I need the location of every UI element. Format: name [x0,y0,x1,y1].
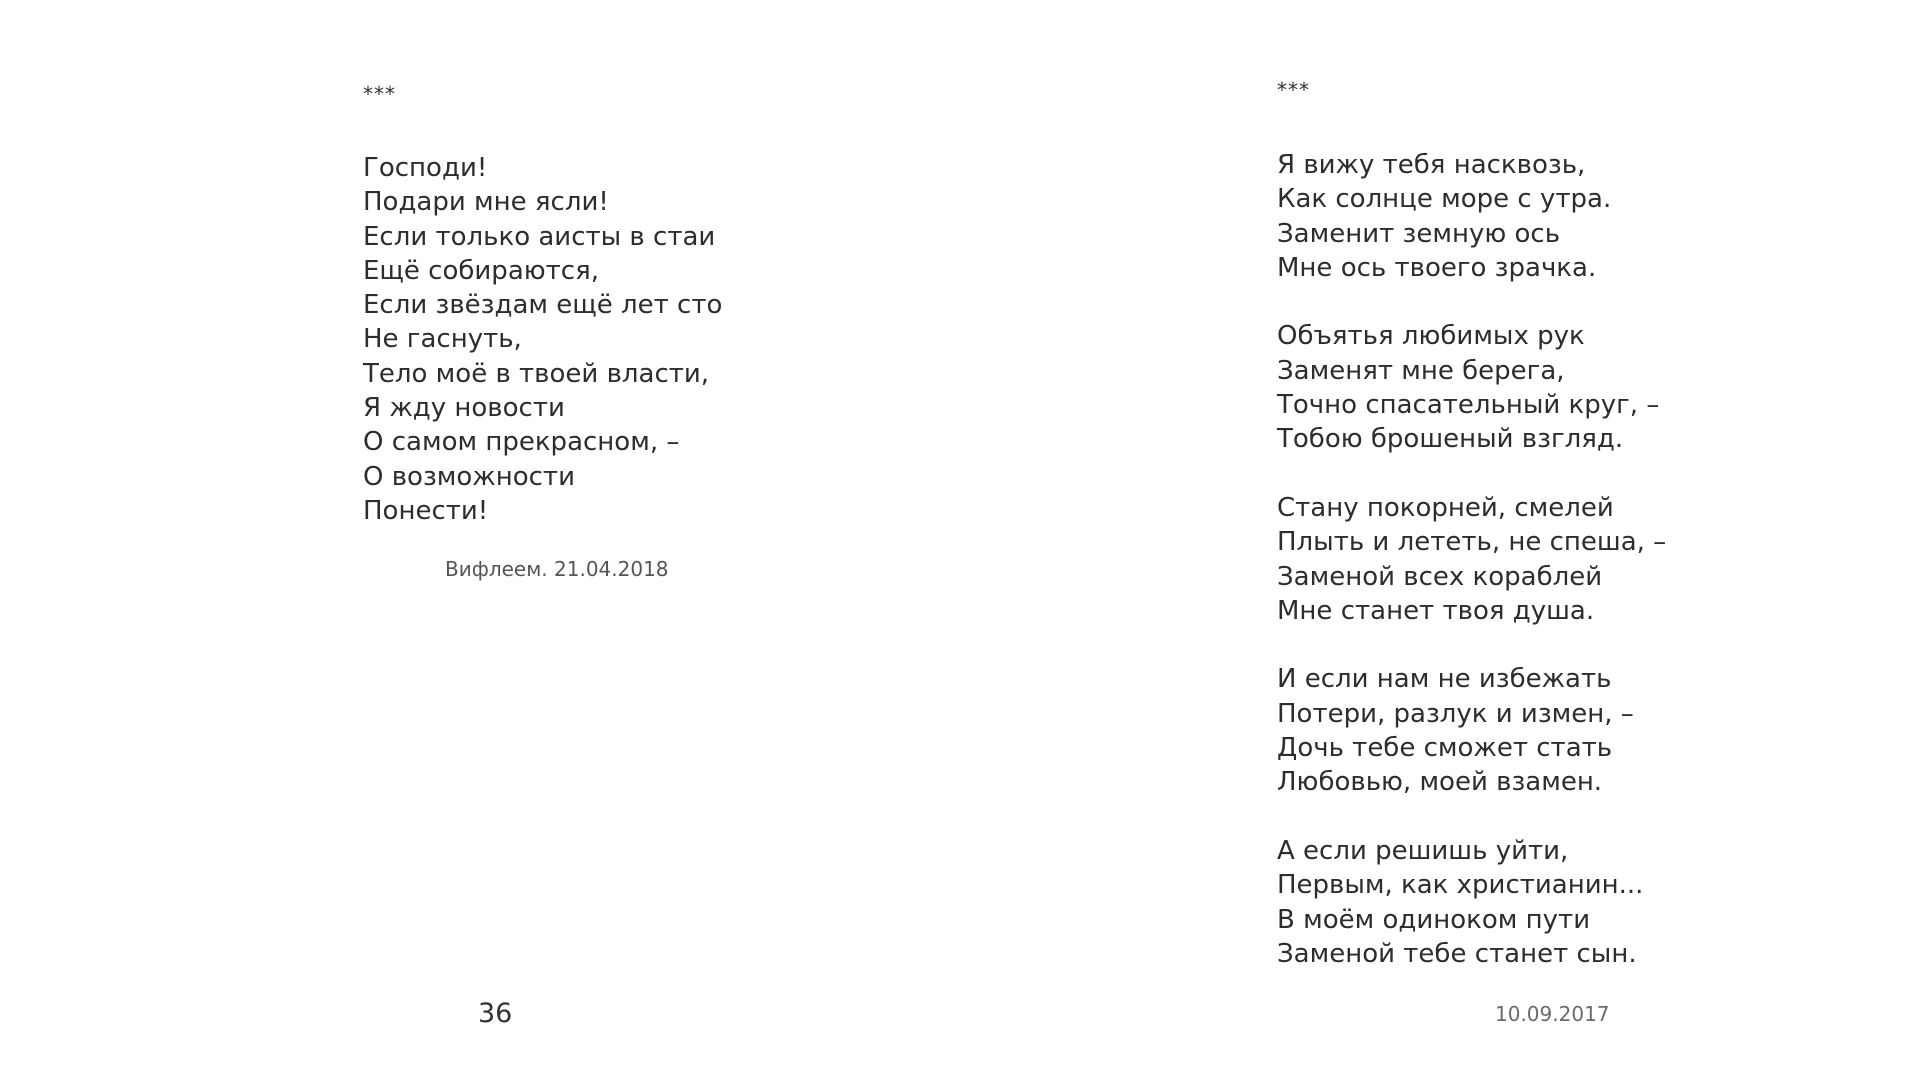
stanza [1277,834,1666,971]
poem-separator-left: *** [363,82,396,106]
poem-right [1277,148,1666,971]
poem-line: Заменит земную ось [1277,218,1561,249]
right-page [955,0,1910,1080]
stanza [1277,319,1666,456]
poem-line: Точно спасательный круг, – [1277,390,1660,421]
poem-line: Плыть и лететь, не спеша, – [1277,527,1667,558]
poem-line: В моём одиноком пути [1277,904,1591,935]
poem-line: Любовью, моей взамен. [1277,767,1603,798]
poem-line: Господи! [363,153,488,183]
poem-line: Не гаснуть, [363,324,522,355]
poem-line: О самом прекрасном, – [363,427,680,458]
poem-line: Заменой всех кораблей [1277,561,1603,592]
poem-line: Стану покорней, смелей [1277,492,1614,523]
poem-line: Первым, как христианин... [1277,870,1644,901]
poem-line: Мне ось твоего зрачка. [1277,252,1597,283]
poem-separator-right: *** [1277,78,1310,102]
poem-date-right: 10.09.2017 [1495,1002,1610,1026]
poem-line: Я вижу тебя насквозь, [1277,150,1586,180]
poem-signature-left: Вифлеем. 21.04.2018 [445,557,669,581]
page-number: 36 [478,998,513,1029]
poem-line: Объятья любимых рук [1277,321,1585,352]
stanza [1277,491,1666,628]
poem-line: Если только аисты в стаи [363,221,716,252]
stanza [1277,148,1666,285]
poem-line: Мне станет твоя душа. [1277,595,1595,626]
poem-line: Я жду новости [363,393,565,424]
poem-line: Как солнце море с утра. [1277,184,1612,215]
poem-line: Понести! [363,495,489,526]
poem-line: О возможности [363,461,575,492]
poem-line: Дочь тебе сможет стать [1277,733,1613,764]
poem-line: А если решишь уйти, [1277,835,1569,866]
poem-left [363,151,722,528]
poem-line: Ещё собираются, [363,255,599,286]
poem-line: Заменят мне берега, [1277,355,1565,386]
poem-line: Тело моё в твоей власти, [363,358,710,389]
poem-line: Тобою брошеный взгляд. [1277,424,1624,455]
poem-line: Если звёздам ещё лет сто [363,290,723,321]
stanza [1277,662,1666,799]
poem-line: Заменой тебе станет сын. [1277,938,1637,969]
poem-line: Подари мне ясли! [363,187,609,218]
poem-line: Потери, разлук и измен, – [1277,698,1634,729]
poem-line: И если нам не избежать [1277,664,1612,695]
